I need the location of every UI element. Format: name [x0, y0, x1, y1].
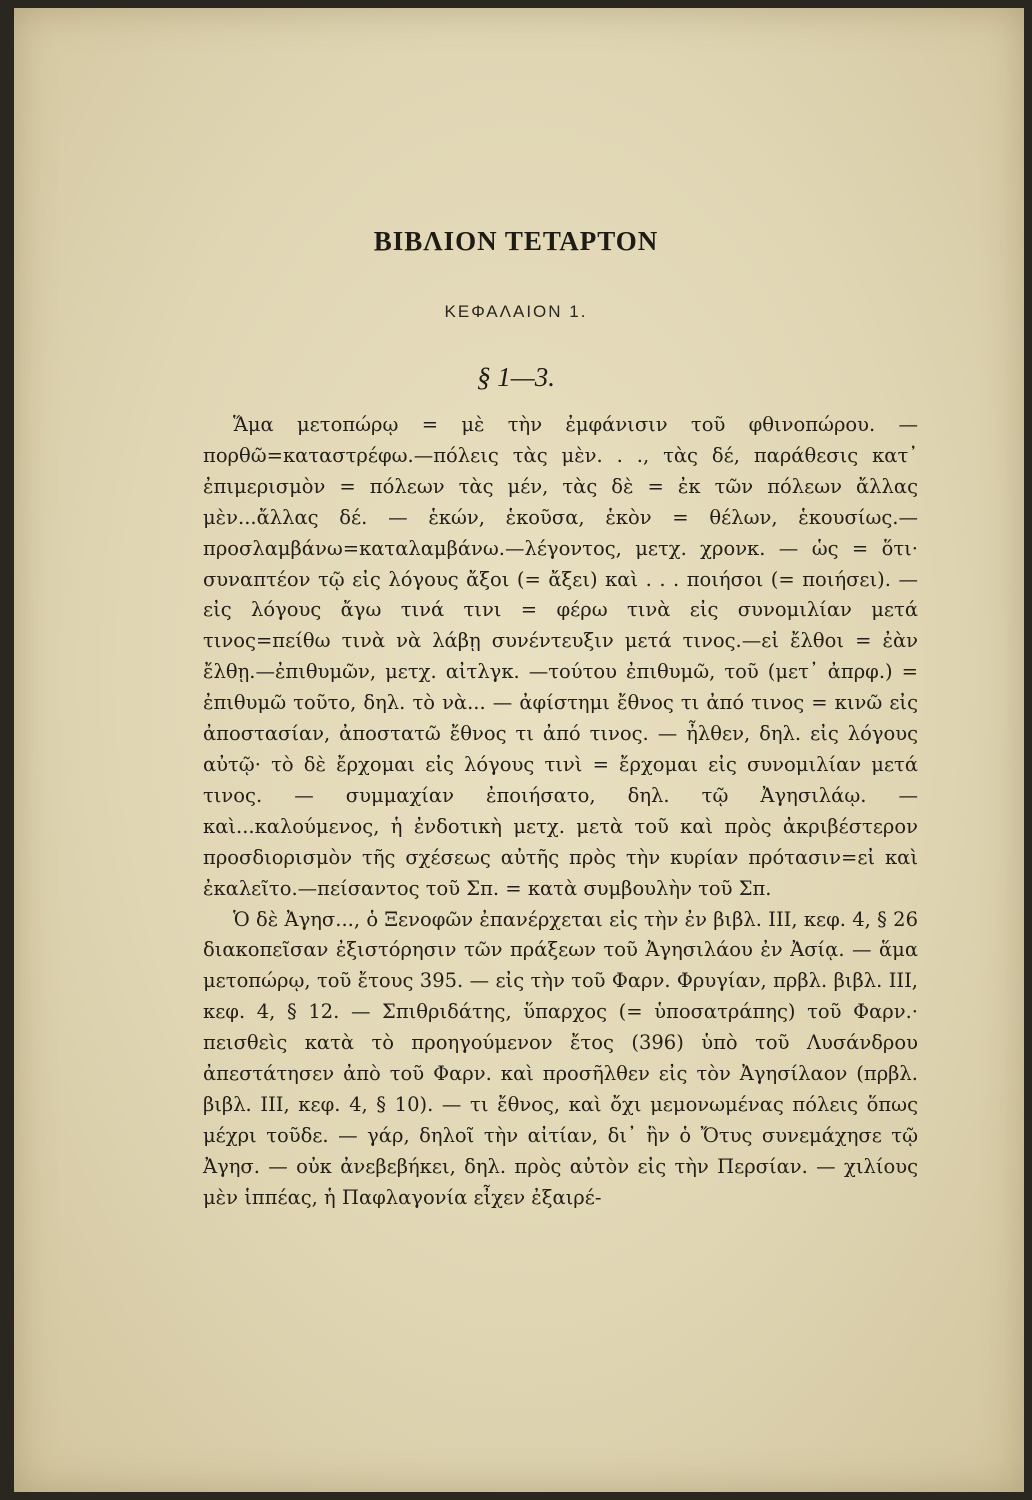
section-heading: § 1—3. — [476, 362, 555, 392]
chapter-heading: ΚΕΦΑΛΑΙΟΝ 1. — [444, 302, 588, 321]
commentary-text — [203, 410, 918, 1214]
book-title: ΒΙΒΛΙΟΝ ΤΕΤΑΡΤΟΝ — [373, 226, 659, 256]
paragraph: Ὁ δὲ Ἀγησ..., ὁ Ξενοφῶν ἐπανέρχεται εἰς τὴν ἐν βιβλ. III, κεφ. 4, § 26 διακοπεῖσαν ἐξιστόρησιν τῶν πράξεων τοῦ Ἀγησιλάου ἐν Ἀσίᾳ. — ἅμα μετοπώρῳ, τοῦ ἔτους 395. — εἰς τὴν τοῦ Φαρν. Φρυγίαν, πρβλ. βιβλ. III, κεφ. 4, § 12. — Σπιθριδάτης, ὕπαρχος (= ὑποσατράπης) τοῦ Φαρν.· πεισθεὶς κατὰ τὸ προηγούμενον ἔτος (396) ὑπὸ τοῦ Λυσάνδρου ἀπεστάτησεν ἀπὸ τοῦ Φαρν. καὶ προσῆλθεν εἰς τὸν Ἀγησίλαον (πρβλ. βιβλ. III, κεφ. 4, § 10). — τι ἔθνος, καὶ ὄχι μεμονωμένας πόλεις ὅπως μέχρι τοῦδε. — γάρ, δηλοῖ τὴν αἰτίαν, δι᾿ ἣν ὁ Ὄτυς συνεμάχησε τῷ Ἀγησ. — οὐκ ἀνεβεβήκει, δηλ. πρὸς αὐτὸν εἰς τὴν Περσίαν. — χιλίους μὲν ἱππέας, ἡ Παφλαγονία εἶχεν ἐξαιρέ- — [203, 907, 918, 1209]
paragraph: Ἅμα μετοπώρῳ = μὲ τὴν ἐμφάνισιν τοῦ φθινοπώρου. — πορθῶ=καταστρέφω.—πόλεις τὰς μὲν. . ., τὰς δέ, παράθεσις κατ᾿ ἐπιμερισμὸν = πόλεων τὰς μέν, τὰς δὲ = ἐκ τῶν πόλεων ἄλλας μὲν...ἄλλας δέ. — ἑκών, ἑκοῦσα, ἑκὸν = θέλων, ἑκουσίως.—προσλαμβάνω=καταλαμβάνω.—λέγοντος, μετχ. χρονκ. — ὡς = ὅτι· συναπτέον τῷ εἰς λόγους ἄξοι (= ἄξει) καὶ . . . ποιήσοι (= ποιήσει). — εἰς λόγους ἄγω τινά τινι = φέρω τινὰ εἰς συνομιλίαν μετά τινος=πείθω τινὰ νὰ λάβῃ συνέντευξιν μετά τινος.—εἰ ἔλθοι = ἐὰν ἔλθῃ.—ἐπιθυμῶν, μετχ. αἰτλγκ. —τούτου ἐπιθυμῶ, τοῦ (μετ᾿ ἀπρφ.) = ἐπιθυμῶ τοῦτο, δηλ. τὸ νὰ... — ἀφίστημι ἔθνος τι ἀπό τινος = κινῶ εἰς ἀποστασίαν, ἀποστατῶ ἔθνος τι ἀπό τινος. — ἦλθεν, δηλ. εἰς λόγους αὐτῷ· τὸ δὲ ἔρχομαι εἰς λόγους τινὶ = ἔρχομαι εἰς συνομιλίαν μετά τινος. — συμμαχίαν ἐποιήσατο, δηλ. τῷ Ἀγησιλάῳ. — καὶ...καλούμενος, ἡ ἐνδοτικὴ μετχ. μετὰ τοῦ καὶ πρὸς ἀκριβέστερον προσδιορισμὸν τῆς σχέσεως αὐτῆς πρὸς τὴν κυρίαν πρότασιν=εἰ καὶ ἐκαλεῖτο.—πείσαντος τοῦ Σπ. = κατὰ συμβουλὴν τοῦ Σπ. — [203, 413, 918, 900]
